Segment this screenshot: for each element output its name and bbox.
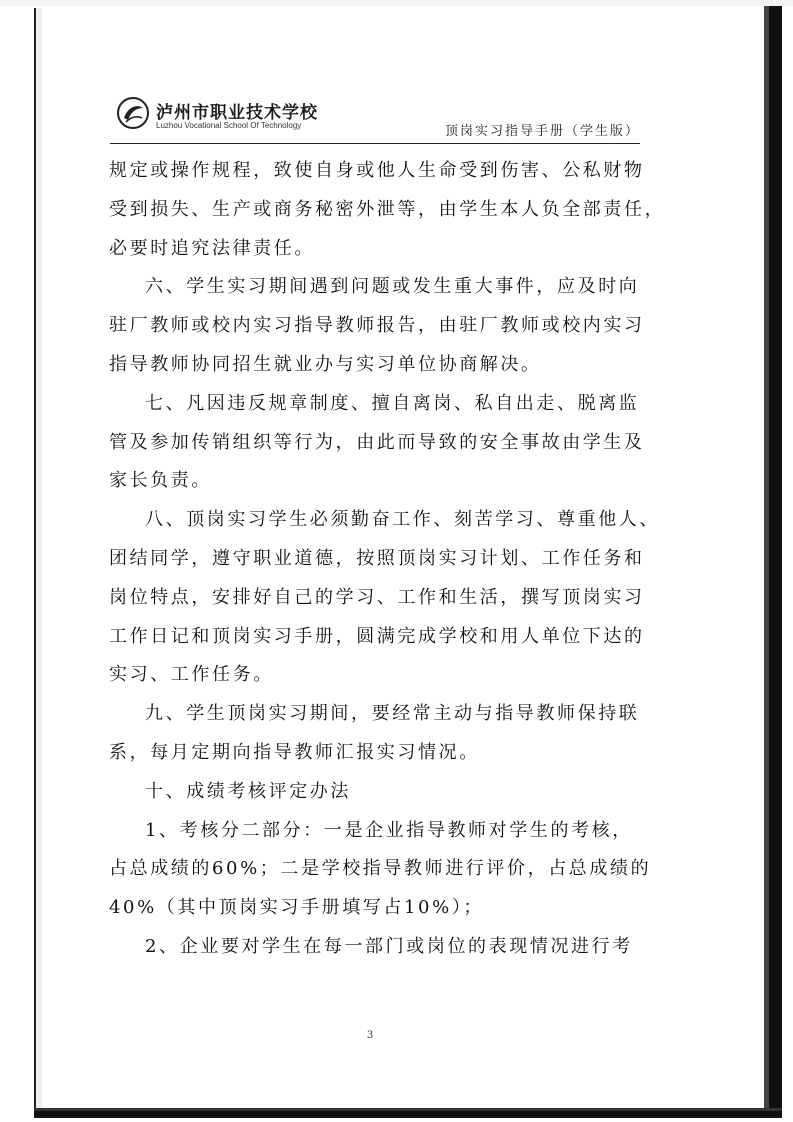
text-line: 受到损失、生产或商务秘密外泄等，由学生本人负全部责任， — [109, 198, 666, 220]
text-line: 实习、工作任务。 — [109, 664, 274, 686]
item-1-start: 1、考核分二部分：一是企业指导教师对学生的考核， — [145, 819, 633, 841]
text-line: 必要时追究法律责任。 — [109, 237, 315, 259]
page-number: 3 — [366, 1030, 374, 1041]
paragraph-7-start: 七、凡因违反规章制度、擅自离岗、私自出走、脱离监 — [145, 392, 640, 414]
item-2-start: 2、企业要对学生在每一部门或岗位的表现情况进行考 — [145, 935, 633, 957]
text-line: 驻厂教师或校内实习指导教师报告，由驻厂教师或校内实习 — [109, 315, 645, 337]
text-line: 家长负责。 — [109, 470, 212, 492]
paragraph-8-start: 八、顶岗实习学生必须勤奋工作、刻苦学习、尊重他人、 — [145, 509, 660, 531]
text-line: 系，每月定期向指导教师汇报实习情况。 — [109, 741, 480, 763]
school-logo-icon — [116, 96, 150, 130]
text-line: 团结同学，遵守职业道德，按照顶岗实习计划、工作任务和 — [109, 547, 645, 569]
scan-edge-right — [764, 6, 782, 1116]
scan-edge-left — [34, 8, 42, 1112]
paragraph-9-start: 九、学生顶岗实习期间，要经常主动与指导教师保持联 — [145, 703, 640, 725]
text-line: 岗位特点，安排好自己的学习、工作和生活，撰写顶岗实习 — [109, 586, 645, 608]
text-line: 40%（其中顶岗实习手册填写占10%）； — [109, 897, 485, 919]
text-line: 管及参加传销组织等行为，由此而导致的安全事故由学生及 — [109, 431, 645, 453]
header-divider — [110, 143, 640, 144]
text-line: 指导教师协同招生就业办与实习单位协商解决。 — [109, 353, 542, 375]
paragraph-6-start: 六、学生实习期间遇到问题或发生重大事件，应及时向 — [145, 276, 640, 298]
page-header — [110, 92, 640, 142]
handbook-title: 顶岗实习指导手册（学生版） — [444, 124, 640, 139]
scan-edge-top — [0, 0, 793, 6]
school-name-cn: 泸州市职业技术学校 — [156, 103, 318, 123]
school-name-en: Luzhou Vocational School Of Technology — [156, 121, 302, 130]
text-line: 占总成绩的60%；二是学校指导教师进行评价，占总成绩的 — [109, 858, 652, 880]
section-10-heading: 十、成绩考核评定办法 — [145, 780, 351, 802]
document-body — [109, 152, 666, 967]
text-line: 规定或操作规程，致使自身或他人生命受到伤害、公私财物 — [109, 160, 645, 181]
scan-edge-bottom — [34, 1108, 782, 1118]
text-line: 工作日记和顶岗实习手册，圆满完成学校和用人单位下达的 — [109, 625, 645, 647]
